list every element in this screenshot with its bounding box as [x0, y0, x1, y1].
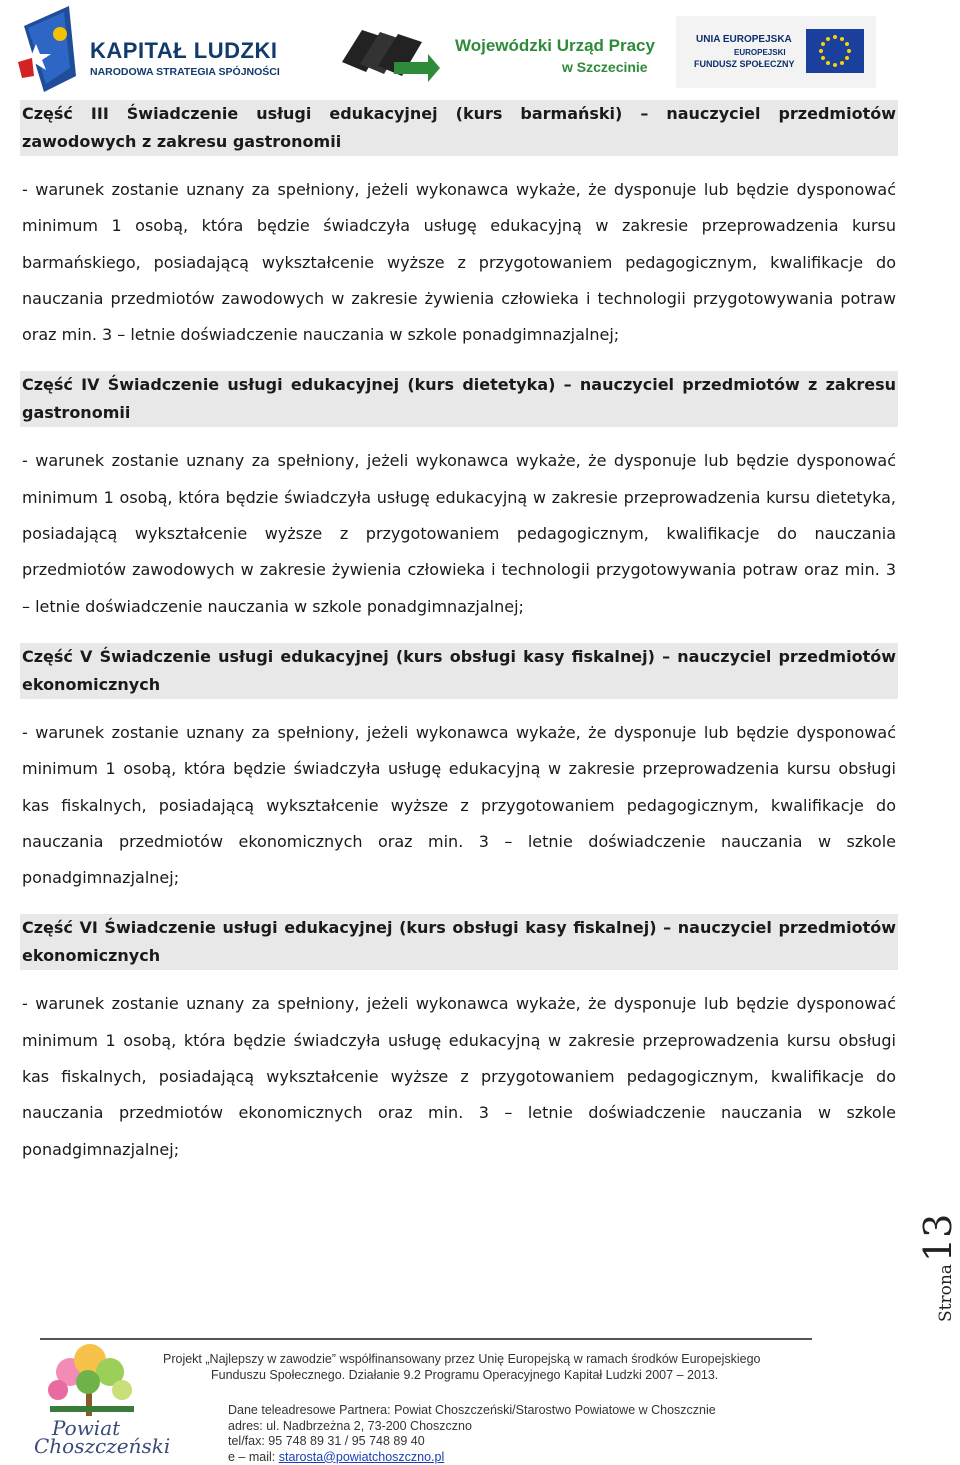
eu-flag-icon: [806, 29, 864, 73]
contact-line2: adres: ul. Nadbrzeżna 2, 73-200 Choszczno: [228, 1418, 472, 1433]
kapital-ludzki-title: KAPITAŁ LUDZKI: [90, 38, 278, 63]
kapital-ludzki-star-icon: [14, 6, 86, 92]
ue-line3: FUNDUSZ SPOŁECZNY: [694, 59, 795, 69]
email-link[interactable]: starosta@powiatchoszczno.pl: [278, 1449, 445, 1464]
contact-email-line: [163, 1450, 843, 1465]
section-heading: Część V Świadczenie usługi edukacyjnej (kurs obsługi kasy fiskalnej) – nauczyciel przedmiotów ekonomicznych: [20, 643, 898, 699]
section-heading: Część VI Świadczenie usługi edukacyjnej (kurs obsługi kasy fiskalnej) – nauczyciel przedmiotów ekonomicznych: [20, 914, 898, 970]
ue-line2: EUROPEJSKI: [734, 48, 786, 57]
powiat-logo-line2: Choszczeński: [34, 1434, 171, 1458]
email-label: e – mail:: [228, 1449, 279, 1464]
section-heading: Część IV Świadczenie usługi edukacyjnej (kurs dietetyka) – nauczyciel przedmiotów z zakresu gastronomii: [20, 371, 898, 427]
section-part-iv: [20, 371, 898, 624]
section-part-v: [20, 643, 898, 896]
section-part-vi: [20, 914, 898, 1167]
project-line2: Funduszu Społecznego. Działanie 9.2 Programu Operacyjnego Kapitał Ludzki 2007 – 2013.: [211, 1367, 719, 1382]
wup-cards-icon: [340, 22, 440, 84]
page-number-label: Strona: [936, 1264, 956, 1322]
section-body: - warunek zostanie uznany za spełniony, jeżeli wykonawca wykaże, że dysponuje lub będzie dysponować minimum 1 osobą, która będzie świadczyła usługę edukacyjną w zakresie przeprowadzenia kursu barmańskiego, posiadającą wykształcenie wyższe z przygotowaniem pedagogicznym, kwalifikacje do nauczania przedmiotów zawodowych w zakresie żywienia człowieka i technologii przygotowywania potraw oraz min. 3 – letnie doświadczenie nauczania w szkole ponadgimnazjalnej;: [22, 180, 896, 345]
project-line1: Projekt „Najlepszy w zawodzie” współfinansowany przez Unię Europejską w ramach środków Europejskiego: [163, 1352, 761, 1366]
section-part-iii: [20, 100, 898, 353]
ue-efs-logo: [676, 16, 876, 88]
section-heading: Część III Świadczenie usługi edukacyjnej (kurs barmański) – nauczyciel przedmiotów zawodowych z zakresu gastronomii: [20, 100, 898, 156]
wup-title: Wojewódzki Urząd Pracy: [455, 36, 655, 55]
document-body: [20, 100, 898, 1186]
wup-logo: [340, 22, 655, 84]
kapital-ludzki-logo: [14, 6, 294, 92]
section-body: - warunek zostanie uznany za spełniony, jeżeli wykonawca wykaże, że dysponuje lub będzie dysponować minimum 1 osobą, która będzie świadczyła usługę edukacyjną w zakresie przeprowadzenia kursu obsługi kas fiskalnych, posiadającą wykształcenie wyższe z przygotowaniem pedagogicznym, kwalifikacje do nauczania przedmiotów ekonomicznych oraz min. 3 – letnie doświadczenie nauczania w szkole ponadgimnazjalnej;: [22, 994, 896, 1159]
section-body: - warunek zostanie uznany za spełniony, jeżeli wykonawca wykaże, że dysponuje lub będzie dysponować minimum 1 osobą, która będzie świadczyła usługę edukacyjną w zakresie przeprowadzenia kursu dietetyka, posiadającą wykształcenie wyższe z przygotowaniem pedagogicznym, kwalifikacje do nauczania przedmiotów zawodowych w zakresie żywienia człowieka i technologii przygotowywania potraw oraz min. 3 – letnie doświadczenie nauczania w szkole ponadgimnazjalnej;: [22, 451, 896, 616]
footer-text: [163, 1352, 843, 1465]
footer-divider: [40, 1338, 812, 1340]
ue-title: UNIA EUROPEJSKA: [696, 34, 792, 45]
contact-line3: tel/fax: 95 748 89 31 / 95 748 89 40: [228, 1434, 425, 1448]
section-body: - warunek zostanie uznany za spełniony, jeżeli wykonawca wykaże, że dysponuje lub będzie dysponować minimum 1 osobą, która będzie świadczyła usługę edukacyjną w zakresie przeprowadzenia kursu obsługi kas fiskalnych, posiadającą wykształcenie wyższe z przygotowaniem pedagogicznym, kwalifikacje do nauczania przedmiotów ekonomicznych oraz min. 3 – letnie doświadczenie nauczania w szkole ponadgimnazjalnej;: [22, 722, 896, 888]
powiat-choszczenski-logo: [30, 1340, 171, 1458]
page-number-value: 13: [916, 1213, 960, 1263]
page-number-rotated: [916, 1212, 960, 1322]
wup-subtitle: w Szczecinie: [562, 59, 648, 75]
page-header: [0, 0, 960, 95]
contact-line1: Dane teleadresowe Partnera: Powiat Choszczeński/Starostwo Powiatowe w Choszcznie: [228, 1403, 716, 1417]
powiat-tree-icon: [30, 1340, 150, 1420]
page-number: [918, 1215, 958, 1325]
powiat-logo-line1: Powiat: [52, 1416, 121, 1440]
kapital-ludzki-subtitle: NARODOWA STRATEGIA SPÓJNOŚCI: [90, 66, 280, 78]
